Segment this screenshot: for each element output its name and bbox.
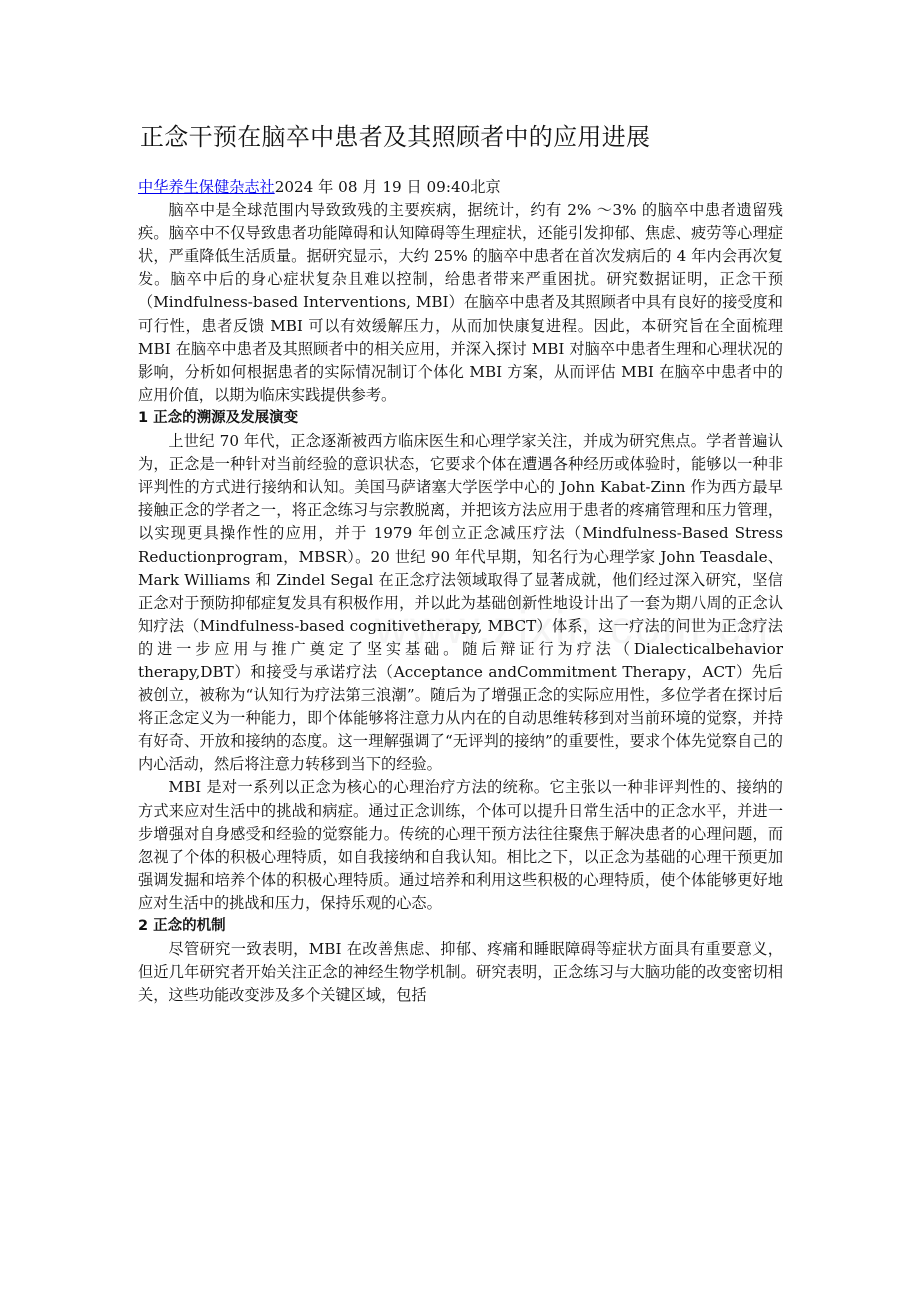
- origin-paragraph-1: 上世纪 70 年代，正念逐渐被西方临床医生和心理学家关注，并成为研究焦点。学者普遍认为，正念是一种针对当前经验的意识状态，它要求个体在遭遇各种经历或体验时，能够以一种非评判性的方式进行接纳和认知。美国马萨诸塞大学医学中心的 John Kabat-Zinn 作为西方最早接触正念的学者之一，将正念练习与宗教脱离，并把该方法应用于患者的疼痛管理和压力管理，以实现更具操作性的应用，并于 1979 年创立正念减压疗法（Mindfulness-Based Stress Reductionprogram，MBSR）。20 世纪 90 年代早期，知名行为心理学家 John Teasdale、Mark Williams 和 Zindel Segal 在正念疗法领域取得了显著成就，他们经过深入研究，坚信正念对于预防抑郁症复发具有积极作用，并以此为基础创新性地设计出了一套为期八周的正念认知疗法（Mindfulness-based cognitivetherapy, MBCT）体系，这一疗法的问世为正念疗法的进一步应用与推广奠定了坚实基础。随后辩证行为疗法（Dialecticalbehavior therapy,DBT）和接受与承诺疗法（Acceptance andCommitment Therapy，ACT）先后被创立，被称为“认知行为疗法第三浪潮”。随后为了增强正念的实际应用性，多位学者在探讨后将正念定义为一种能力，即个体能够将注意力从内在的自动思维转移到对当前环境的觉察，并持有好奇、开放和接纳的态度。这一理解强调了“无评判的接纳”的重要性，要求个体先觉察自己的内心活动，然后将注意力转移到当下的经验。: [138, 432, 783, 774]
- article-body: [138, 176, 783, 1007]
- section-heading-mechanism: 2 正念的机制: [138, 918, 226, 934]
- publish-datetime: 2024 年 08 月 19 日 09:40北京: [274, 178, 501, 196]
- mechanism-paragraph-1: 尽管研究一致表明，MBI 在改善焦虑、抑郁、疼痛和睡眠障碍等症状方面具有重要意义，但近几年研究者开始关注正念的神经生物学机制。研究表明，正念练习与大脑功能的改变密切相关，这些功能改变涉及多个关键区域，包括: [138, 940, 783, 1005]
- intro-paragraph: 脑卒中是全球范围内导致致残的主要疾病，据统计，约有 2% ～3% 的脑卒中患者遗留残疾。脑卒中不仅导致患者功能障碍和认知障碍等生理症状，还能引发抑郁、焦虑、疲劳等心理症状，严重降低生活质量。据研究显示，大约 25% 的脑卒中患者在首次发病后的 4 年内会再次复发。脑卒中后的身心症状复杂且难以控制，给患者带来严重困扰。研究数据证明，正念干预（Mindfulness-based Interventions, MBI）在脑卒中患者及其照顾者中具有良好的接受度和可行性，患者反馈 MBI 可以有效缓解压力，从而加快康复进程。因此，本研究旨在全面梳理 MBI 在脑卒中患者及其照顾者中的相关应用，并深入探讨 MBI 对脑卒中患者生理和心理状况的影响，分析如何根据患者的实际情况制订个体化 MBI 方案，从而评估 MBI 在脑卒中患者中的应用价值，以期为临床实践提供参考。: [138, 201, 783, 404]
- article-title: 正念干预在脑卒中患者及其照顾者中的应用进展: [140, 123, 651, 151]
- article-meta: [138, 176, 783, 199]
- source-link[interactable]: 中华养生保健杂志社: [138, 178, 275, 196]
- origin-paragraph-2: MBI 是对一系列以正念为核心的心理治疗方法的统称。它主张以一种非评判性的、接纳的方式来应对生活中的挑战和病症。通过正念训练，个体可以提升日常生活中的正念水平，并进一步增强对自身感受和经验的觉察能力。传统的心理干预方法往往聚焦于解决患者的心理问题，而忽视了个体的积极心理特质，如自我接纳和自我认知。相比之下，以正念为基础的心理干预更加强调发掘和培养个体的积极心理特质。通过培养和利用这些积极的心理特质，使个体能够更好地应对生活中的挑战和压力，保持乐观的心态。: [138, 778, 783, 912]
- section-heading-origin: 1 正念的溯源及发展演变: [138, 409, 299, 426]
